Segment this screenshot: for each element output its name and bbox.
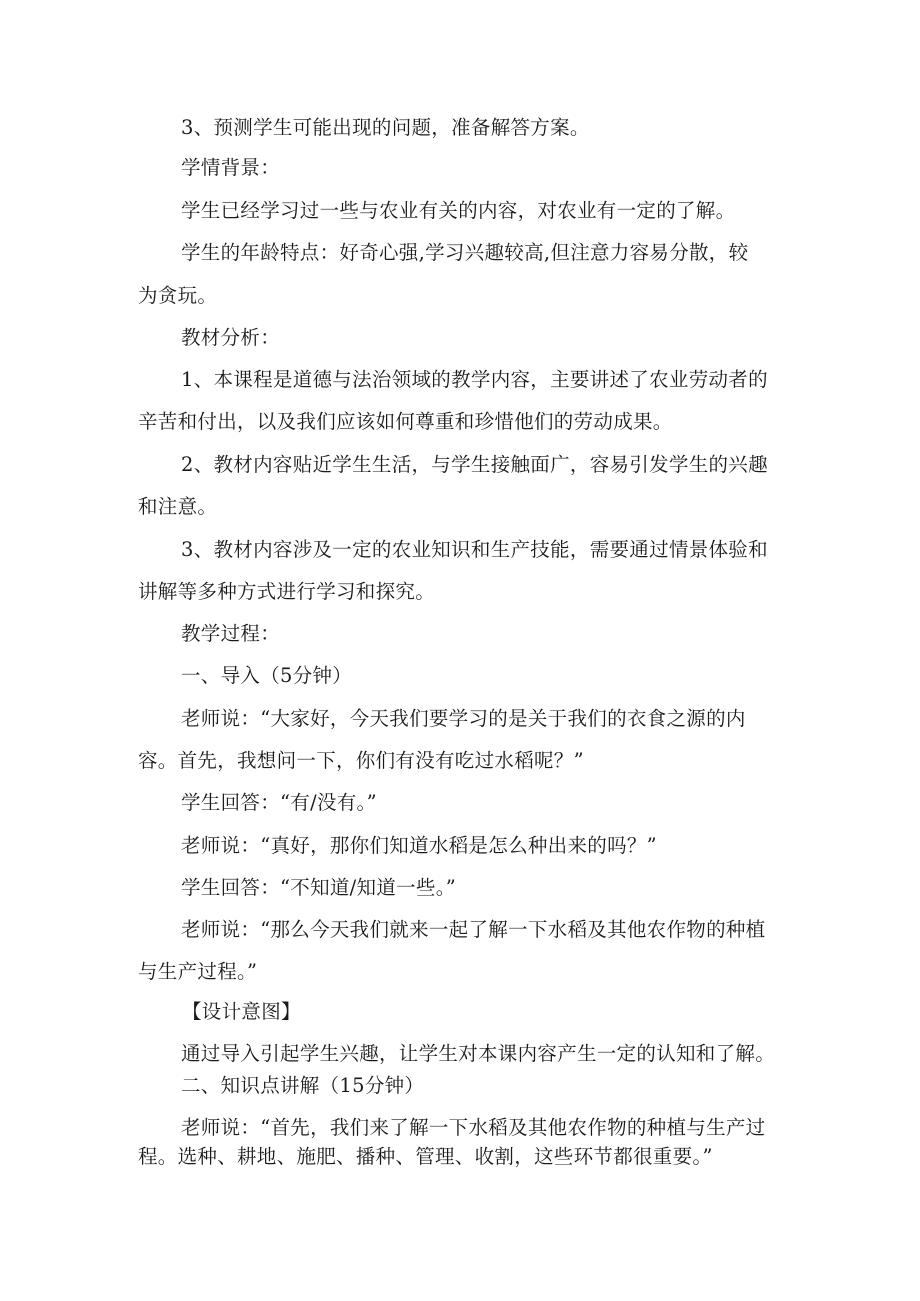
section-heading: 教材分析： [181, 326, 281, 349]
subsection-heading: 一、导入（5分钟） [181, 664, 353, 687]
section-heading: 学情背景： [181, 156, 281, 179]
paragraph-line: 学生已经学习过一些与农业有关的内容，对农业有一定的了解。 [181, 199, 736, 222]
paragraph-line: 学生回答：“有/没有。” [181, 791, 377, 814]
section-heading: 教学过程： [181, 622, 281, 645]
design-intent-heading: 【设计意图】 [182, 1000, 301, 1023]
paragraph-line: 辛苦和付出，以及我们应该如何尊重和珍惜他们的劳动成果。 [138, 410, 673, 433]
paragraph-line: 3、预测学生可能出现的问题，准备解答方案。 [181, 116, 590, 139]
paragraph-line: 程。选种、耕地、施肥、播种、管理、收割，这些环节都很重要。” [138, 1145, 713, 1168]
paragraph-line: 容。首先，我想问一下，你们有没有吃过水稻呢？” [138, 749, 584, 772]
paragraph-line: 2、教材内容贴近学生生活，与学生接触面广，容易引发学生的兴趣 [181, 453, 768, 476]
paragraph-line: 通过导入引起学生兴趣，让学生对本课内容产生一定的认知和了解。 [181, 1042, 776, 1065]
paragraph-line: 老师说：“真好，那你们知道水稻是怎么种出来的吗？” [181, 834, 657, 857]
paragraph-line: 学生回答：“不知道/知道一些。” [181, 876, 457, 899]
subsection-heading: 二、知识点讲解（15分钟） [181, 1074, 425, 1097]
paragraph-line: 3、教材内容涉及一定的农业知识和生产技能，需要通过情景体验和 [181, 538, 768, 561]
paragraph-line: 与生产过程。” [138, 960, 258, 983]
paragraph-line: 老师说：“那么今天我们就来一起了解一下水稻及其他农作物的种植 [181, 918, 766, 941]
paragraph-line: 学生的年龄特点：好奇心强,学习兴趣较高,但注意力容易分散，较 [181, 241, 749, 264]
paragraph-line: 为贪玩。 [138, 284, 218, 307]
paragraph-line: 和注意。 [138, 495, 218, 518]
paragraph-line: 讲解等多种方式进行学习和探究。 [138, 580, 436, 603]
paragraph-line: 老师说：“大家好，今天我们要学习的是关于我们的衣食之源的内 [181, 707, 746, 730]
paragraph-line: 1、本课程是道德与法治领域的教学内容，主要讲述了农业劳动者的 [181, 368, 768, 391]
paragraph-line: 老师说：“首先，我们来了解一下水稻及其他农作物的种植与生产过 [181, 1116, 766, 1139]
